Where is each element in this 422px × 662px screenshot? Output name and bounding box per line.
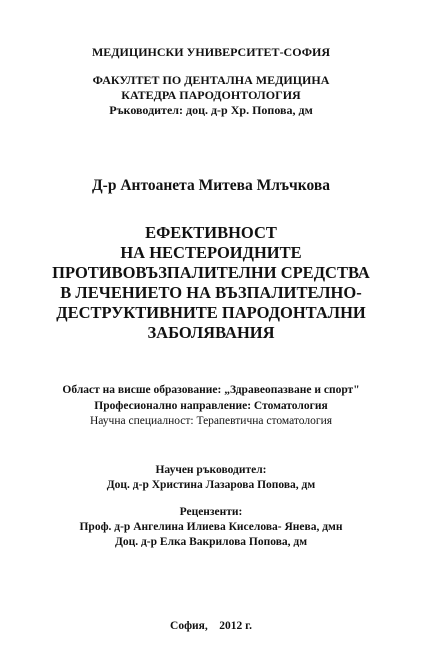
title-line: В ЛЕЧЕНИЕТО НА ВЪЗПАЛИТЕЛНО- <box>60 283 362 302</box>
faculty-name: ФАКУЛТЕТ ПО ДЕНТАЛНА МЕДИЦИНА <box>92 73 330 87</box>
title-line: НА НЕСТЕРОИДНИТЕ <box>120 243 302 262</box>
reviewer-name: Доц. д-р Елка Вакрилова Попова, дм <box>114 536 308 548</box>
reviewer-name: Проф. д-р Ангелина Илиева Киселова- Янева, дмн <box>79 521 343 533</box>
education-area: Област на висше образование: „Здравеопазване и спорт" <box>62 384 360 396</box>
title-line: ЕФЕКТИВНОСТ <box>145 223 277 242</box>
department-name: КАТЕДРА ПАРОДОНТОЛОГИЯ <box>121 88 301 102</box>
scientific-specialty: Научна специалност: Терапевтична стоматология <box>89 415 333 427</box>
university-name: МЕДИЦИНСКИ УНИВЕРСИТЕТ-СОФИЯ <box>91 45 331 59</box>
title-line: ПРОТИВОВЪЗПАЛИТЕЛНИ СРЕДСТВА <box>52 263 370 282</box>
supervisor-name: Доц. д-р Христина Лазарова Попова, дм <box>106 479 316 491</box>
title-line: ДЕСТРУКТИВНИТЕ ПАРОДОНТАЛНИ <box>56 303 366 322</box>
author-name: Д-р Антоанета Митева Млъчкова <box>92 177 330 194</box>
reviewers-label: Рецензенти: <box>179 506 243 518</box>
supervisor-label: Научен ръководител: <box>155 464 267 476</box>
professional-direction: Професионално направление: Стоматология <box>94 400 328 412</box>
place-date: София, 2012 г. <box>170 620 252 632</box>
title-line: ЗАБОЛЯВАНИЯ <box>147 323 275 342</box>
department-head: Ръководител: доц. д-р Хр. Попова, дм <box>109 103 313 117</box>
